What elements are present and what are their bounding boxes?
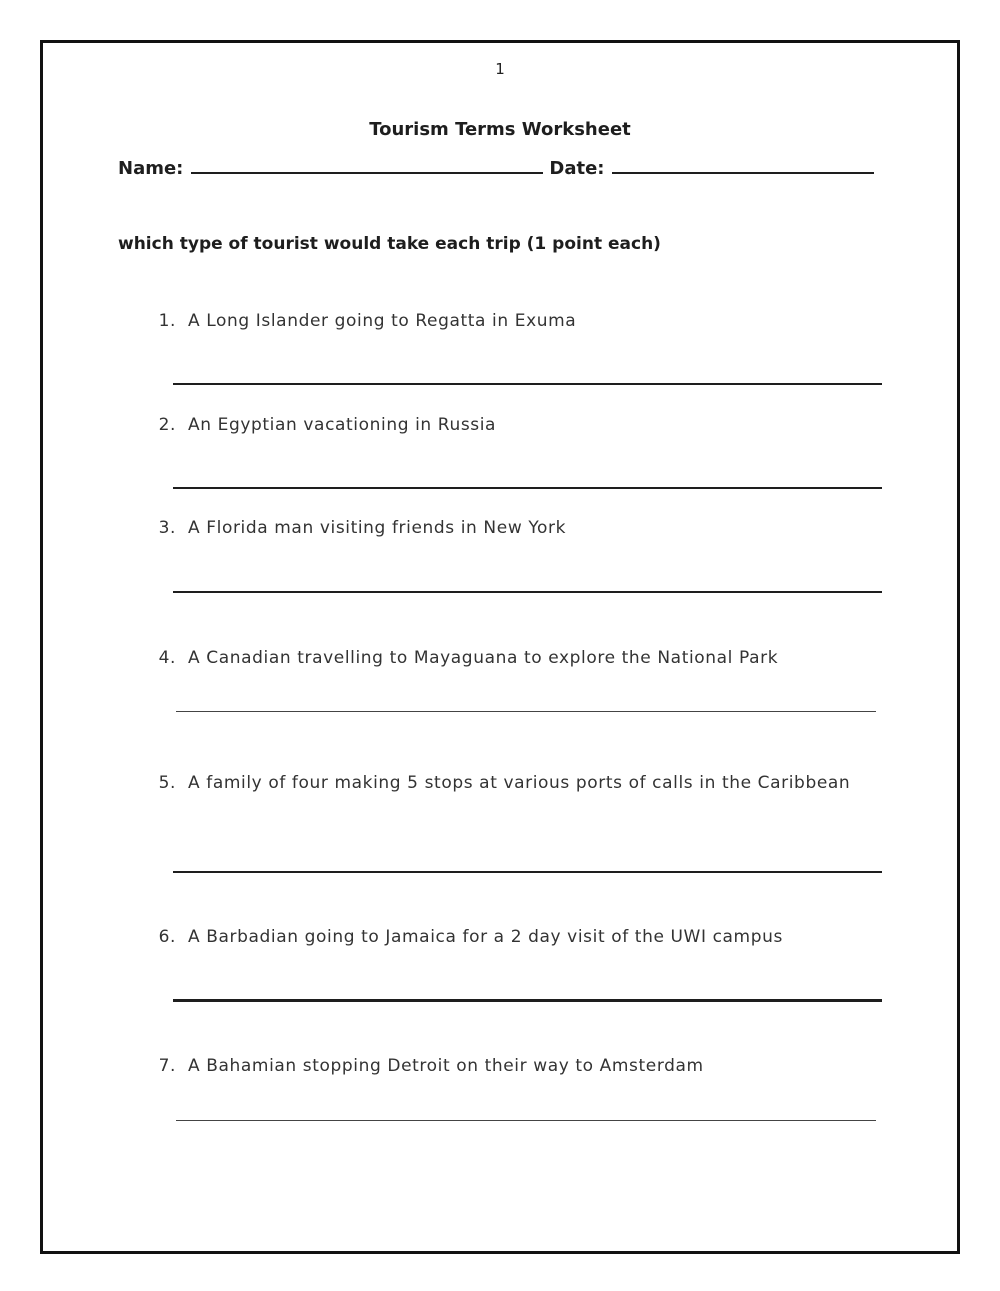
question-number: 2.	[158, 415, 176, 435]
question-3	[140, 515, 868, 541]
question-number: 5.	[158, 773, 176, 793]
question-4	[140, 645, 868, 671]
question-number: 7.	[158, 1056, 176, 1076]
question-text: A family of four making 5 stops at various ports of calls in the Caribbean	[188, 773, 851, 793]
answer-line-3[interactable]	[173, 591, 882, 593]
answer-line-2[interactable]	[173, 487, 882, 489]
question-6	[140, 924, 868, 950]
name-date-row	[118, 158, 874, 179]
question-5	[140, 770, 868, 796]
answer-line-7[interactable]	[176, 1120, 876, 1121]
answer-line-6[interactable]	[173, 999, 882, 1002]
page-number: 1	[495, 60, 505, 78]
question-text: A Long Islander going to Regatta in Exuma	[188, 311, 577, 331]
question-number: 6.	[158, 927, 176, 947]
question-text: A Bahamian stopping Detroit on their way to Amsterdam	[188, 1056, 704, 1076]
question-text: An Egyptian vacationing in Russia	[188, 415, 497, 435]
name-field[interactable]	[191, 158, 543, 174]
question-7	[140, 1053, 868, 1079]
question-text: A Florida man visiting friends in New York	[188, 518, 567, 538]
question-text: A Canadian travelling to Mayaguana to explore the National Park	[188, 648, 779, 668]
name-label: Name:	[118, 158, 184, 179]
answer-line-4[interactable]	[176, 711, 876, 712]
question-number: 1.	[158, 311, 176, 331]
instructions: which type of tourist would take each trip (1 point each)	[118, 234, 661, 254]
question-text: A Barbadian going to Jamaica for a 2 day visit of the UWI campus	[188, 927, 783, 947]
question-number: 4.	[158, 648, 176, 668]
date-field[interactable]	[612, 158, 874, 174]
answer-line-5[interactable]	[173, 871, 882, 873]
worksheet-title: Tourism Terms Worksheet	[369, 119, 631, 140]
date-label: Date:	[549, 158, 605, 179]
question-1	[140, 308, 868, 334]
answer-line-1[interactable]	[173, 383, 882, 385]
question-number: 3.	[158, 518, 176, 538]
question-2	[140, 412, 868, 438]
